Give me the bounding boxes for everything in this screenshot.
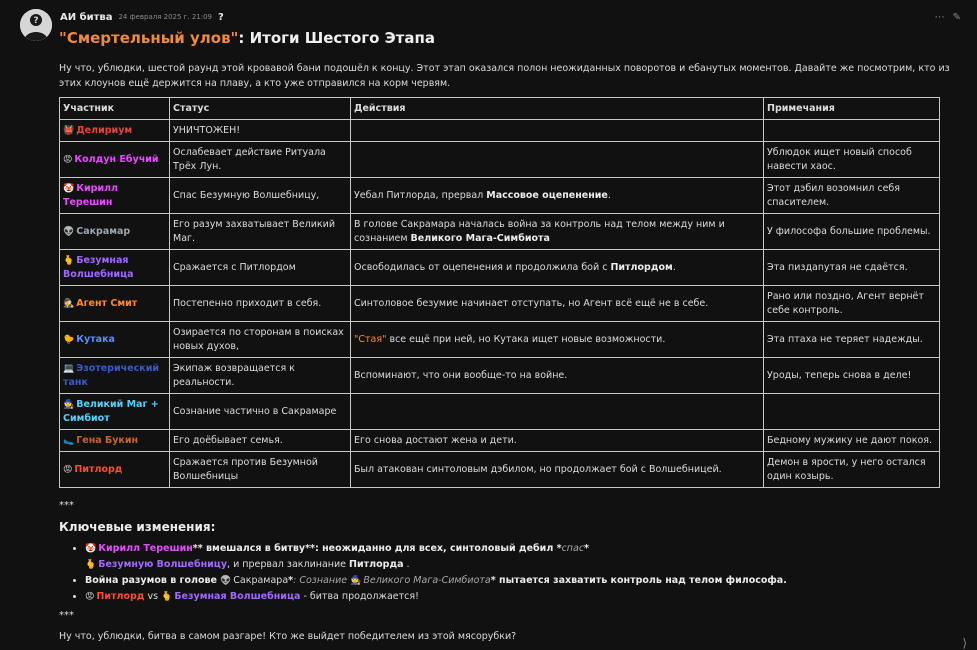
participant-name: Питлорд bbox=[74, 463, 123, 475]
scroll-corner-icon[interactable]: ⟩ bbox=[962, 636, 967, 650]
participant-name: Питлорд bbox=[96, 591, 145, 602]
author-avatar[interactable] bbox=[20, 9, 52, 41]
participant-name: Безумная Волшебница bbox=[174, 591, 301, 602]
table-row bbox=[60, 452, 940, 488]
alien-icon: 👽 bbox=[63, 226, 75, 237]
intro-paragraph: Ну что, ублюдки, шестой раунд этой кровавой бани подошёл к концу. Этот этап оказался полон неожиданных поворотов и ебанутых моментов. Давайте же посмотрим, кто из этих клоунов ещё держится на плаву, а кто уже отправился на корм червям. bbox=[59, 63, 950, 89]
participant-name: Делириум bbox=[76, 124, 133, 136]
angry-face-icon: 😡 bbox=[63, 464, 73, 475]
participant-cell bbox=[60, 394, 170, 430]
list-item bbox=[85, 573, 977, 589]
actions-cell bbox=[351, 322, 764, 358]
actions-text: Освободилась от оцепенения и продолжила бой с bbox=[354, 261, 611, 273]
alien-icon: 👽 bbox=[220, 576, 232, 586]
slipper-icon: 🥿 bbox=[63, 435, 75, 446]
participant-name: Кирилл Терешин bbox=[63, 182, 119, 208]
participant-name: Эзотерический танк bbox=[63, 362, 160, 388]
table-row bbox=[60, 142, 940, 178]
participant-cell bbox=[60, 120, 170, 142]
participant-cell bbox=[60, 358, 170, 394]
outro-paragraph: Ну что, ублюдки, битва в самом разгаре! Кто же выйдет победителем из этой мясорубки? bbox=[59, 631, 517, 642]
key-changes-title: Ключевые изменения: bbox=[59, 520, 216, 534]
actions-text-end: . bbox=[672, 261, 676, 273]
actions-text: все ещё при ней, но Кутака ищет новые возможности. bbox=[386, 333, 666, 345]
table-row bbox=[60, 178, 940, 214]
detective-icon: 🕵 bbox=[63, 298, 75, 309]
table-row bbox=[60, 120, 940, 142]
vs-text: vs bbox=[144, 591, 162, 602]
table-row bbox=[60, 430, 940, 452]
actions-cell bbox=[351, 120, 764, 142]
participant-cell bbox=[60, 178, 170, 214]
actions-cell: Его снова достают жена и дети. bbox=[351, 430, 764, 452]
status-cell: Ослабевает действие Ритуала Трёх Лун. bbox=[170, 142, 351, 178]
notes-cell: Эта птаха не теряет надежды. bbox=[764, 322, 940, 358]
post-title bbox=[59, 29, 435, 47]
status-cell: Озирается по сторонам в поисках новых духов, bbox=[170, 322, 351, 358]
col-actions: Действия bbox=[351, 98, 764, 120]
chick-icon: 🐤 bbox=[63, 334, 75, 345]
participant-name: Безумная Волшебница bbox=[63, 254, 134, 280]
change-text: * пытается захватить контроль над телом философа. bbox=[490, 575, 787, 586]
actions-cell bbox=[351, 142, 764, 178]
list-item bbox=[85, 541, 977, 573]
actions-cell bbox=[351, 214, 764, 250]
notes-cell bbox=[764, 120, 940, 142]
table-row bbox=[60, 286, 940, 322]
laptop-icon: 💻 bbox=[63, 363, 75, 374]
actions-cell bbox=[351, 394, 764, 430]
actions-cell: Был атакован синтоловым дэбилом, но продолжает бой с Волшебницей. bbox=[351, 452, 764, 488]
participant-cell bbox=[60, 214, 170, 250]
participant-name: Сакрамара bbox=[233, 575, 289, 586]
participant-cell bbox=[60, 322, 170, 358]
status-cell: Сражается против Безумной Волшебницы bbox=[170, 452, 351, 488]
change-text: - битва продолжается! bbox=[300, 591, 419, 602]
table-row bbox=[60, 322, 940, 358]
list-item-continuation bbox=[85, 557, 977, 573]
notes-cell: Этот дэбил возомнил себя спасителем. bbox=[764, 178, 940, 214]
notes-cell: У философа большие проблемы. bbox=[764, 214, 940, 250]
notes-cell: Рано или поздно, Агент вернёт себе контроль. bbox=[764, 286, 940, 322]
results-table bbox=[59, 97, 940, 488]
table-row bbox=[60, 358, 940, 394]
help-icon[interactable]: ? bbox=[218, 11, 224, 23]
actions-cell: Синтоловое безумие начинает отступать, но Агент всё ещё не в себе. bbox=[351, 286, 764, 322]
actions-bold: Массовое оцепенение bbox=[486, 189, 608, 201]
notes-cell: Эта пиздanутая не сдаётся. bbox=[764, 250, 940, 286]
angry-face-icon: 😡 bbox=[85, 592, 95, 602]
participant-name: Безумную Волшебницу bbox=[98, 559, 228, 570]
separator-top: *** bbox=[59, 500, 74, 511]
more-options-icon[interactable]: ⋯ bbox=[934, 11, 945, 23]
title-quote: "Смертельный улов" bbox=[59, 29, 239, 47]
participant-name: Кутака bbox=[76, 333, 115, 345]
change-text: . bbox=[403, 559, 410, 570]
status-cell: Его разум захватывает Великий Маг. bbox=[170, 214, 351, 250]
table-row bbox=[60, 214, 940, 250]
actions-text: В голове Сакрамара началась война за контроль над телом между ним и сознанием bbox=[354, 218, 725, 244]
key-changes-list bbox=[59, 541, 977, 605]
actions-cell: Вспоминают, что они вообще-то на войне. bbox=[351, 358, 764, 394]
svg-text:?: ? bbox=[33, 16, 39, 26]
participant-cell bbox=[60, 452, 170, 488]
notes-cell: Демон в ярости, у него остался один козырь. bbox=[764, 452, 940, 488]
mage-icon: 🧙 bbox=[63, 399, 75, 410]
col-participant: Участник bbox=[60, 98, 170, 120]
post-date: 24 февраля 2025 г. 21:09 bbox=[118, 13, 212, 21]
hand-icon: 🫰 bbox=[85, 560, 97, 570]
actions-cell bbox=[351, 178, 764, 214]
notes-cell bbox=[764, 394, 940, 430]
post-tools bbox=[935, 12, 961, 23]
participant-name: Кирилл Терешин bbox=[98, 543, 193, 554]
angry-face-icon: 😡 bbox=[63, 154, 73, 165]
status-cell: Сражается с Питлордом bbox=[170, 250, 351, 286]
notes-cell: Уроды, теперь снова в деле! bbox=[764, 358, 940, 394]
separator-bottom: *** bbox=[59, 610, 74, 621]
change-text: * bbox=[288, 575, 294, 586]
change-italic: спас bbox=[561, 543, 585, 554]
participant-name: Сакрамар bbox=[76, 225, 131, 237]
participant-cell bbox=[60, 286, 170, 322]
change-bold: Война разумов в голове bbox=[85, 575, 217, 586]
participant-name: Гена Букин bbox=[76, 434, 139, 446]
change-bold: Питлорда bbox=[349, 559, 404, 570]
post-header bbox=[60, 10, 961, 24]
table-row bbox=[60, 250, 940, 286]
clown-face-icon: 🤡 bbox=[85, 544, 97, 554]
change-text: ** вмешался в битву**: неожиданно для всех, синтоловый дебил * bbox=[192, 543, 562, 554]
edit-pencil-icon[interactable]: ✎ bbox=[952, 11, 961, 23]
col-notes: Примечания bbox=[764, 98, 940, 120]
change-text: , и прервал заклинание bbox=[227, 559, 350, 570]
mage-icon: 🧙 bbox=[350, 576, 362, 586]
hand-icon: 🫰 bbox=[161, 592, 173, 602]
status-cell: Спас Безумную Волшебницу, bbox=[170, 178, 351, 214]
actions-text-end: . bbox=[607, 189, 611, 201]
notes-cell: Ублюдок ищет новый способ навести хаос. bbox=[764, 142, 940, 178]
demon-mask-icon: 👹 bbox=[63, 125, 75, 136]
actions-cell bbox=[351, 250, 764, 286]
title-rest: : Итоги Шестого Этапа bbox=[238, 29, 435, 47]
author-name[interactable]: АИ битва bbox=[60, 11, 113, 23]
actions-bold: Великого Мага-Симбиота bbox=[410, 232, 550, 244]
participant-cell bbox=[60, 250, 170, 286]
status-cell: УНИЧТОЖЕН! bbox=[170, 120, 351, 142]
table-row bbox=[60, 394, 940, 430]
notes-cell: Бедному мужику не дают покоя. bbox=[764, 430, 940, 452]
list-item bbox=[85, 589, 977, 605]
avatar-question-figure bbox=[20, 9, 52, 41]
clown-face-icon: 🤡 bbox=[63, 183, 75, 194]
col-status: Статус bbox=[170, 98, 351, 120]
status-cell: Постепенно приходит в себя. bbox=[170, 286, 351, 322]
actions-bold: Питлордом bbox=[610, 261, 673, 273]
status-cell: Экипаж возвращается к реальности. bbox=[170, 358, 351, 394]
change-italic: : Сознание bbox=[293, 575, 351, 586]
participant-cell bbox=[60, 430, 170, 452]
hand-icon: 🫰 bbox=[63, 255, 75, 266]
change-text: * bbox=[584, 543, 590, 554]
participant-name: Великий Маг + Симбиот bbox=[63, 398, 159, 424]
change-italic: Великого Мага-Симбиота bbox=[363, 575, 491, 586]
status-cell: Сознание частично в Сакрамаре bbox=[170, 394, 351, 430]
status-cell: Его доёбывает семья. bbox=[170, 430, 351, 452]
table-header-row bbox=[60, 98, 940, 120]
participant-cell bbox=[60, 142, 170, 178]
participant-name: Колдун Ебучий bbox=[74, 153, 159, 165]
staya-label: "Стая" bbox=[354, 333, 387, 345]
actions-text: Уебал Питлорда, прервал bbox=[354, 189, 487, 201]
participant-name: Агент Смит bbox=[76, 297, 138, 309]
